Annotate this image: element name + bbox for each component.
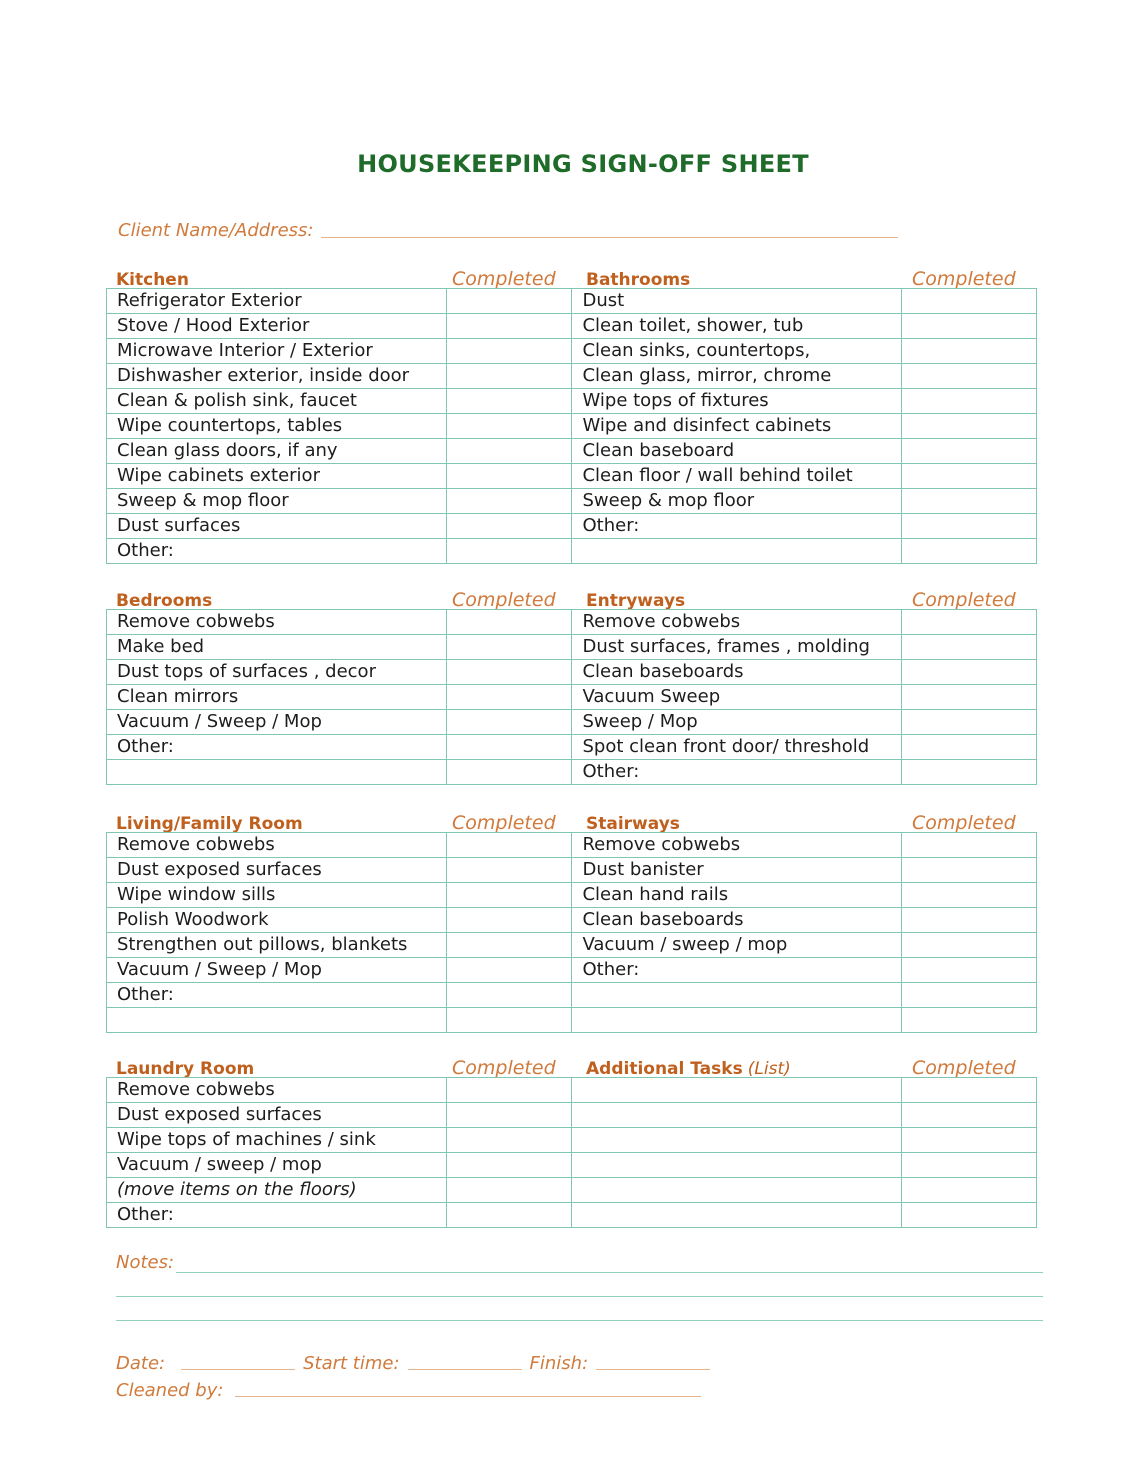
task-label: Dust exposed surfaces bbox=[107, 1103, 447, 1128]
table-row bbox=[107, 833, 1037, 858]
completed-cell[interactable] bbox=[447, 339, 572, 364]
completed-cell[interactable] bbox=[447, 514, 572, 539]
completed-cell[interactable] bbox=[901, 1103, 1036, 1128]
task-label: Clean baseboard bbox=[572, 439, 901, 464]
completed-cell[interactable] bbox=[447, 1103, 572, 1128]
task-label: Clean baseboards bbox=[572, 660, 901, 685]
table-row bbox=[107, 710, 1037, 735]
start-time-label: Start time: bbox=[303, 1353, 400, 1374]
finish-field[interactable] bbox=[596, 1368, 710, 1370]
task-label: Wipe and disinfect cabinets bbox=[572, 414, 901, 439]
completed-cell[interactable] bbox=[901, 735, 1036, 760]
task-label: Clean baseboards bbox=[572, 908, 901, 933]
task-label bbox=[572, 539, 901, 564]
notes-label: Notes: bbox=[116, 1252, 175, 1273]
task-label: Vacuum / sweep / mop bbox=[107, 1153, 447, 1178]
task-label[interactable] bbox=[572, 1103, 901, 1128]
completed-cell[interactable] bbox=[901, 289, 1036, 314]
checklist-table bbox=[106, 609, 1037, 785]
table-row bbox=[107, 1128, 1037, 1153]
table-row bbox=[107, 1203, 1037, 1228]
section-header bbox=[106, 587, 1037, 611]
completed-cell[interactable] bbox=[901, 710, 1036, 735]
completed-cell[interactable] bbox=[447, 610, 572, 635]
cleaned-by-field[interactable] bbox=[235, 1395, 701, 1397]
task-label: Dust surfaces bbox=[107, 514, 447, 539]
completed-cell[interactable] bbox=[901, 833, 1036, 858]
table-row bbox=[107, 858, 1037, 883]
table-row bbox=[107, 635, 1037, 660]
task-label: Dust banister bbox=[572, 858, 901, 883]
completed-cell[interactable] bbox=[447, 685, 572, 710]
completed-cell[interactable] bbox=[447, 539, 572, 564]
task-label: Other: bbox=[107, 1203, 447, 1228]
task-label: Microwave Interior / Exterior bbox=[107, 339, 447, 364]
task-label bbox=[572, 1008, 901, 1033]
completed-cell[interactable] bbox=[901, 1078, 1036, 1103]
completed-cell[interactable] bbox=[901, 908, 1036, 933]
completed-cell[interactable] bbox=[447, 439, 572, 464]
completed-cell[interactable] bbox=[447, 958, 572, 983]
completed-cell[interactable] bbox=[901, 660, 1036, 685]
table-row bbox=[107, 660, 1037, 685]
completed-cell[interactable] bbox=[447, 464, 572, 489]
checklist-table bbox=[106, 832, 1037, 1033]
section-title-left: Laundry Room bbox=[116, 1059, 255, 1079]
task-label: Refrigerator Exterior bbox=[107, 289, 447, 314]
task-label: (move items on the floors) bbox=[107, 1178, 447, 1203]
checklist-table bbox=[106, 1077, 1037, 1228]
task-label: Wipe cabinets exterior bbox=[107, 464, 447, 489]
client-label: Client Name/Address: bbox=[118, 220, 314, 241]
task-label: Remove cobwebs bbox=[107, 1078, 447, 1103]
table-row bbox=[107, 735, 1037, 760]
completed-cell[interactable] bbox=[447, 933, 572, 958]
task-label: Wipe tops of machines / sink bbox=[107, 1128, 447, 1153]
section-title-left: Living/Family Room bbox=[116, 814, 303, 834]
client-line[interactable] bbox=[321, 236, 898, 238]
task-label: Dust bbox=[572, 289, 901, 314]
task-label: Other: bbox=[107, 983, 447, 1008]
completed-cell[interactable] bbox=[447, 1008, 572, 1033]
task-label: Other: bbox=[107, 735, 447, 760]
table-row bbox=[107, 439, 1037, 464]
completed-header: Completed bbox=[452, 812, 556, 834]
completed-cell[interactable] bbox=[447, 735, 572, 760]
table-row bbox=[107, 1153, 1037, 1178]
section-title-left: Kitchen bbox=[116, 270, 189, 290]
completed-cell[interactable] bbox=[901, 760, 1036, 785]
table-row bbox=[107, 933, 1037, 958]
completed-cell[interactable] bbox=[901, 439, 1036, 464]
completed-cell[interactable] bbox=[901, 364, 1036, 389]
completed-cell[interactable] bbox=[447, 833, 572, 858]
client-field[interactable] bbox=[118, 217, 898, 241]
completed-cell[interactable] bbox=[447, 1153, 572, 1178]
checklist-table bbox=[106, 288, 1037, 564]
task-label: Make bed bbox=[107, 635, 447, 660]
completed-cell[interactable] bbox=[447, 908, 572, 933]
task-label: Clean glass, mirror, chrome bbox=[572, 364, 901, 389]
completed-cell[interactable] bbox=[447, 1203, 572, 1228]
task-label: Clean glass doors, if any bbox=[107, 439, 447, 464]
task-label: Remove cobwebs bbox=[107, 610, 447, 635]
completed-cell[interactable] bbox=[901, 514, 1036, 539]
table-row bbox=[107, 1078, 1037, 1103]
completed-cell[interactable] bbox=[447, 883, 572, 908]
completed-cell[interactable] bbox=[447, 760, 572, 785]
completed-cell[interactable] bbox=[447, 289, 572, 314]
completed-cell[interactable] bbox=[901, 539, 1036, 564]
completed-cell[interactable] bbox=[901, 858, 1036, 883]
task-label: Other: bbox=[572, 760, 901, 785]
task-label: Sweep & mop floor bbox=[572, 489, 901, 514]
task-label: Remove cobwebs bbox=[107, 833, 447, 858]
section-title-right: Additional Tasks bbox=[586, 1059, 743, 1079]
task-label: Clean mirrors bbox=[107, 685, 447, 710]
task-label[interactable] bbox=[572, 1128, 901, 1153]
notes-line-1[interactable] bbox=[176, 1271, 1043, 1273]
task-label: Spot clean front door/ threshold bbox=[572, 735, 901, 760]
task-label: Sweep & mop floor bbox=[107, 489, 447, 514]
task-label: Dust tops of surfaces , decor bbox=[107, 660, 447, 685]
completed-cell[interactable] bbox=[447, 489, 572, 514]
notes-line-3[interactable] bbox=[116, 1319, 1043, 1321]
table-row bbox=[107, 289, 1037, 314]
completed-cell[interactable] bbox=[901, 635, 1036, 660]
table-row bbox=[107, 685, 1037, 710]
completed-header: Completed bbox=[452, 1057, 556, 1079]
task-label: Stove / Hood Exterior bbox=[107, 314, 447, 339]
completed-header: Completed bbox=[912, 1057, 1016, 1079]
cleaned-by-label: Cleaned by: bbox=[116, 1380, 224, 1401]
completed-cell[interactable] bbox=[901, 489, 1036, 514]
completed-header: Completed bbox=[452, 589, 556, 611]
section-title-right-wrap bbox=[586, 1059, 791, 1079]
section-header bbox=[106, 266, 1037, 290]
section-title-right: Stairways bbox=[586, 814, 680, 834]
task-label: Other: bbox=[572, 958, 901, 983]
table-row bbox=[107, 539, 1037, 564]
date-label: Date: bbox=[116, 1353, 166, 1374]
completed-cell[interactable] bbox=[447, 1078, 572, 1103]
completed-cell[interactable] bbox=[447, 1178, 572, 1203]
table-row bbox=[107, 908, 1037, 933]
task-label: Remove cobwebs bbox=[572, 833, 901, 858]
completed-cell[interactable] bbox=[901, 1128, 1036, 1153]
completed-cell[interactable] bbox=[447, 414, 572, 439]
task-label: Clean & polish sink, faucet bbox=[107, 389, 447, 414]
task-label: Sweep / Mop bbox=[572, 710, 901, 735]
section-title-right: Bathrooms bbox=[586, 270, 691, 290]
completed-cell[interactable] bbox=[447, 635, 572, 660]
table-row bbox=[107, 389, 1037, 414]
task-label: Dust surfaces, frames , molding bbox=[572, 635, 901, 660]
task-label: Vacuum Sweep bbox=[572, 685, 901, 710]
completed-cell[interactable] bbox=[447, 389, 572, 414]
completed-cell[interactable] bbox=[901, 339, 1036, 364]
completed-cell[interactable] bbox=[901, 1153, 1036, 1178]
table-row bbox=[107, 1178, 1037, 1203]
table-row bbox=[107, 883, 1037, 908]
completed-cell[interactable] bbox=[447, 710, 572, 735]
task-label[interactable] bbox=[572, 1178, 901, 1203]
task-label: Remove cobwebs bbox=[572, 610, 901, 635]
completed-cell[interactable] bbox=[901, 464, 1036, 489]
table-row bbox=[107, 314, 1037, 339]
completed-cell[interactable] bbox=[447, 1128, 572, 1153]
time-row bbox=[116, 1350, 718, 1374]
task-label[interactable] bbox=[572, 1203, 901, 1228]
completed-header: Completed bbox=[912, 268, 1016, 290]
completed-cell[interactable] bbox=[901, 685, 1036, 710]
start-time-field[interactable] bbox=[408, 1368, 522, 1370]
task-label: Other: bbox=[107, 539, 447, 564]
task-label: Other: bbox=[572, 514, 901, 539]
section-header bbox=[106, 1055, 1037, 1079]
task-label: Strengthen out pillows, blankets bbox=[107, 933, 447, 958]
table-row bbox=[107, 414, 1037, 439]
table-row bbox=[107, 514, 1037, 539]
task-label: Clean toilet, shower, tub bbox=[572, 314, 901, 339]
task-label: Vacuum / Sweep / Mop bbox=[107, 710, 447, 735]
table-row bbox=[107, 983, 1037, 1008]
task-label: Clean sinks, countertops, bbox=[572, 339, 901, 364]
notes-line-2[interactable] bbox=[116, 1295, 1043, 1297]
section-title-left: Bedrooms bbox=[116, 591, 213, 611]
section-title-right: Entryways bbox=[586, 591, 686, 611]
section-subtitle: (List) bbox=[747, 1059, 791, 1079]
completed-cell[interactable] bbox=[901, 933, 1036, 958]
table-row bbox=[107, 610, 1037, 635]
task-label: Dust exposed surfaces bbox=[107, 858, 447, 883]
task-label: Wipe window sills bbox=[107, 883, 447, 908]
completed-cell[interactable] bbox=[901, 389, 1036, 414]
completed-cell[interactable] bbox=[447, 983, 572, 1008]
task-label: Clean floor / wall behind toilet bbox=[572, 464, 901, 489]
task-label: Wipe tops of fixtures bbox=[572, 389, 901, 414]
task-label bbox=[107, 1008, 447, 1033]
task-label bbox=[572, 983, 901, 1008]
task-label: Polish Woodwork bbox=[107, 908, 447, 933]
page-title: HOUSEKEEPING SIGN-OFF SHEET bbox=[357, 150, 809, 178]
section-header bbox=[106, 810, 1037, 834]
completed-cell[interactable] bbox=[901, 414, 1036, 439]
completed-cell[interactable] bbox=[447, 314, 572, 339]
completed-cell[interactable] bbox=[447, 858, 572, 883]
task-label: Wipe countertops, tables bbox=[107, 414, 447, 439]
completed-header: Completed bbox=[912, 589, 1016, 611]
completed-cell[interactable] bbox=[901, 314, 1036, 339]
task-label[interactable] bbox=[572, 1078, 901, 1103]
table-row bbox=[107, 364, 1037, 389]
table-row bbox=[107, 339, 1037, 364]
table-row bbox=[107, 489, 1037, 514]
table-row bbox=[107, 464, 1037, 489]
table-row bbox=[107, 1008, 1037, 1033]
table-row bbox=[107, 1103, 1037, 1128]
table-row bbox=[107, 760, 1037, 785]
task-label: Dishwasher exterior, inside door bbox=[107, 364, 447, 389]
task-label[interactable] bbox=[572, 1153, 901, 1178]
completed-cell[interactable] bbox=[901, 983, 1036, 1008]
completed-cell[interactable] bbox=[901, 1203, 1036, 1228]
completed-header: Completed bbox=[452, 268, 556, 290]
completed-cell[interactable] bbox=[901, 1008, 1036, 1033]
task-label: Vacuum / Sweep / Mop bbox=[107, 958, 447, 983]
completed-cell[interactable] bbox=[447, 364, 572, 389]
completed-cell[interactable] bbox=[901, 958, 1036, 983]
cleaned-by-row bbox=[116, 1377, 709, 1401]
completed-header: Completed bbox=[912, 812, 1016, 834]
task-label bbox=[107, 760, 447, 785]
completed-cell[interactable] bbox=[447, 660, 572, 685]
completed-cell[interactable] bbox=[901, 610, 1036, 635]
task-label: Clean hand rails bbox=[572, 883, 901, 908]
completed-cell[interactable] bbox=[901, 1178, 1036, 1203]
table-row bbox=[107, 958, 1037, 983]
date-field[interactable] bbox=[181, 1368, 295, 1370]
finish-label: Finish: bbox=[529, 1353, 589, 1374]
completed-cell[interactable] bbox=[901, 883, 1036, 908]
task-label: Vacuum / sweep / mop bbox=[572, 933, 901, 958]
